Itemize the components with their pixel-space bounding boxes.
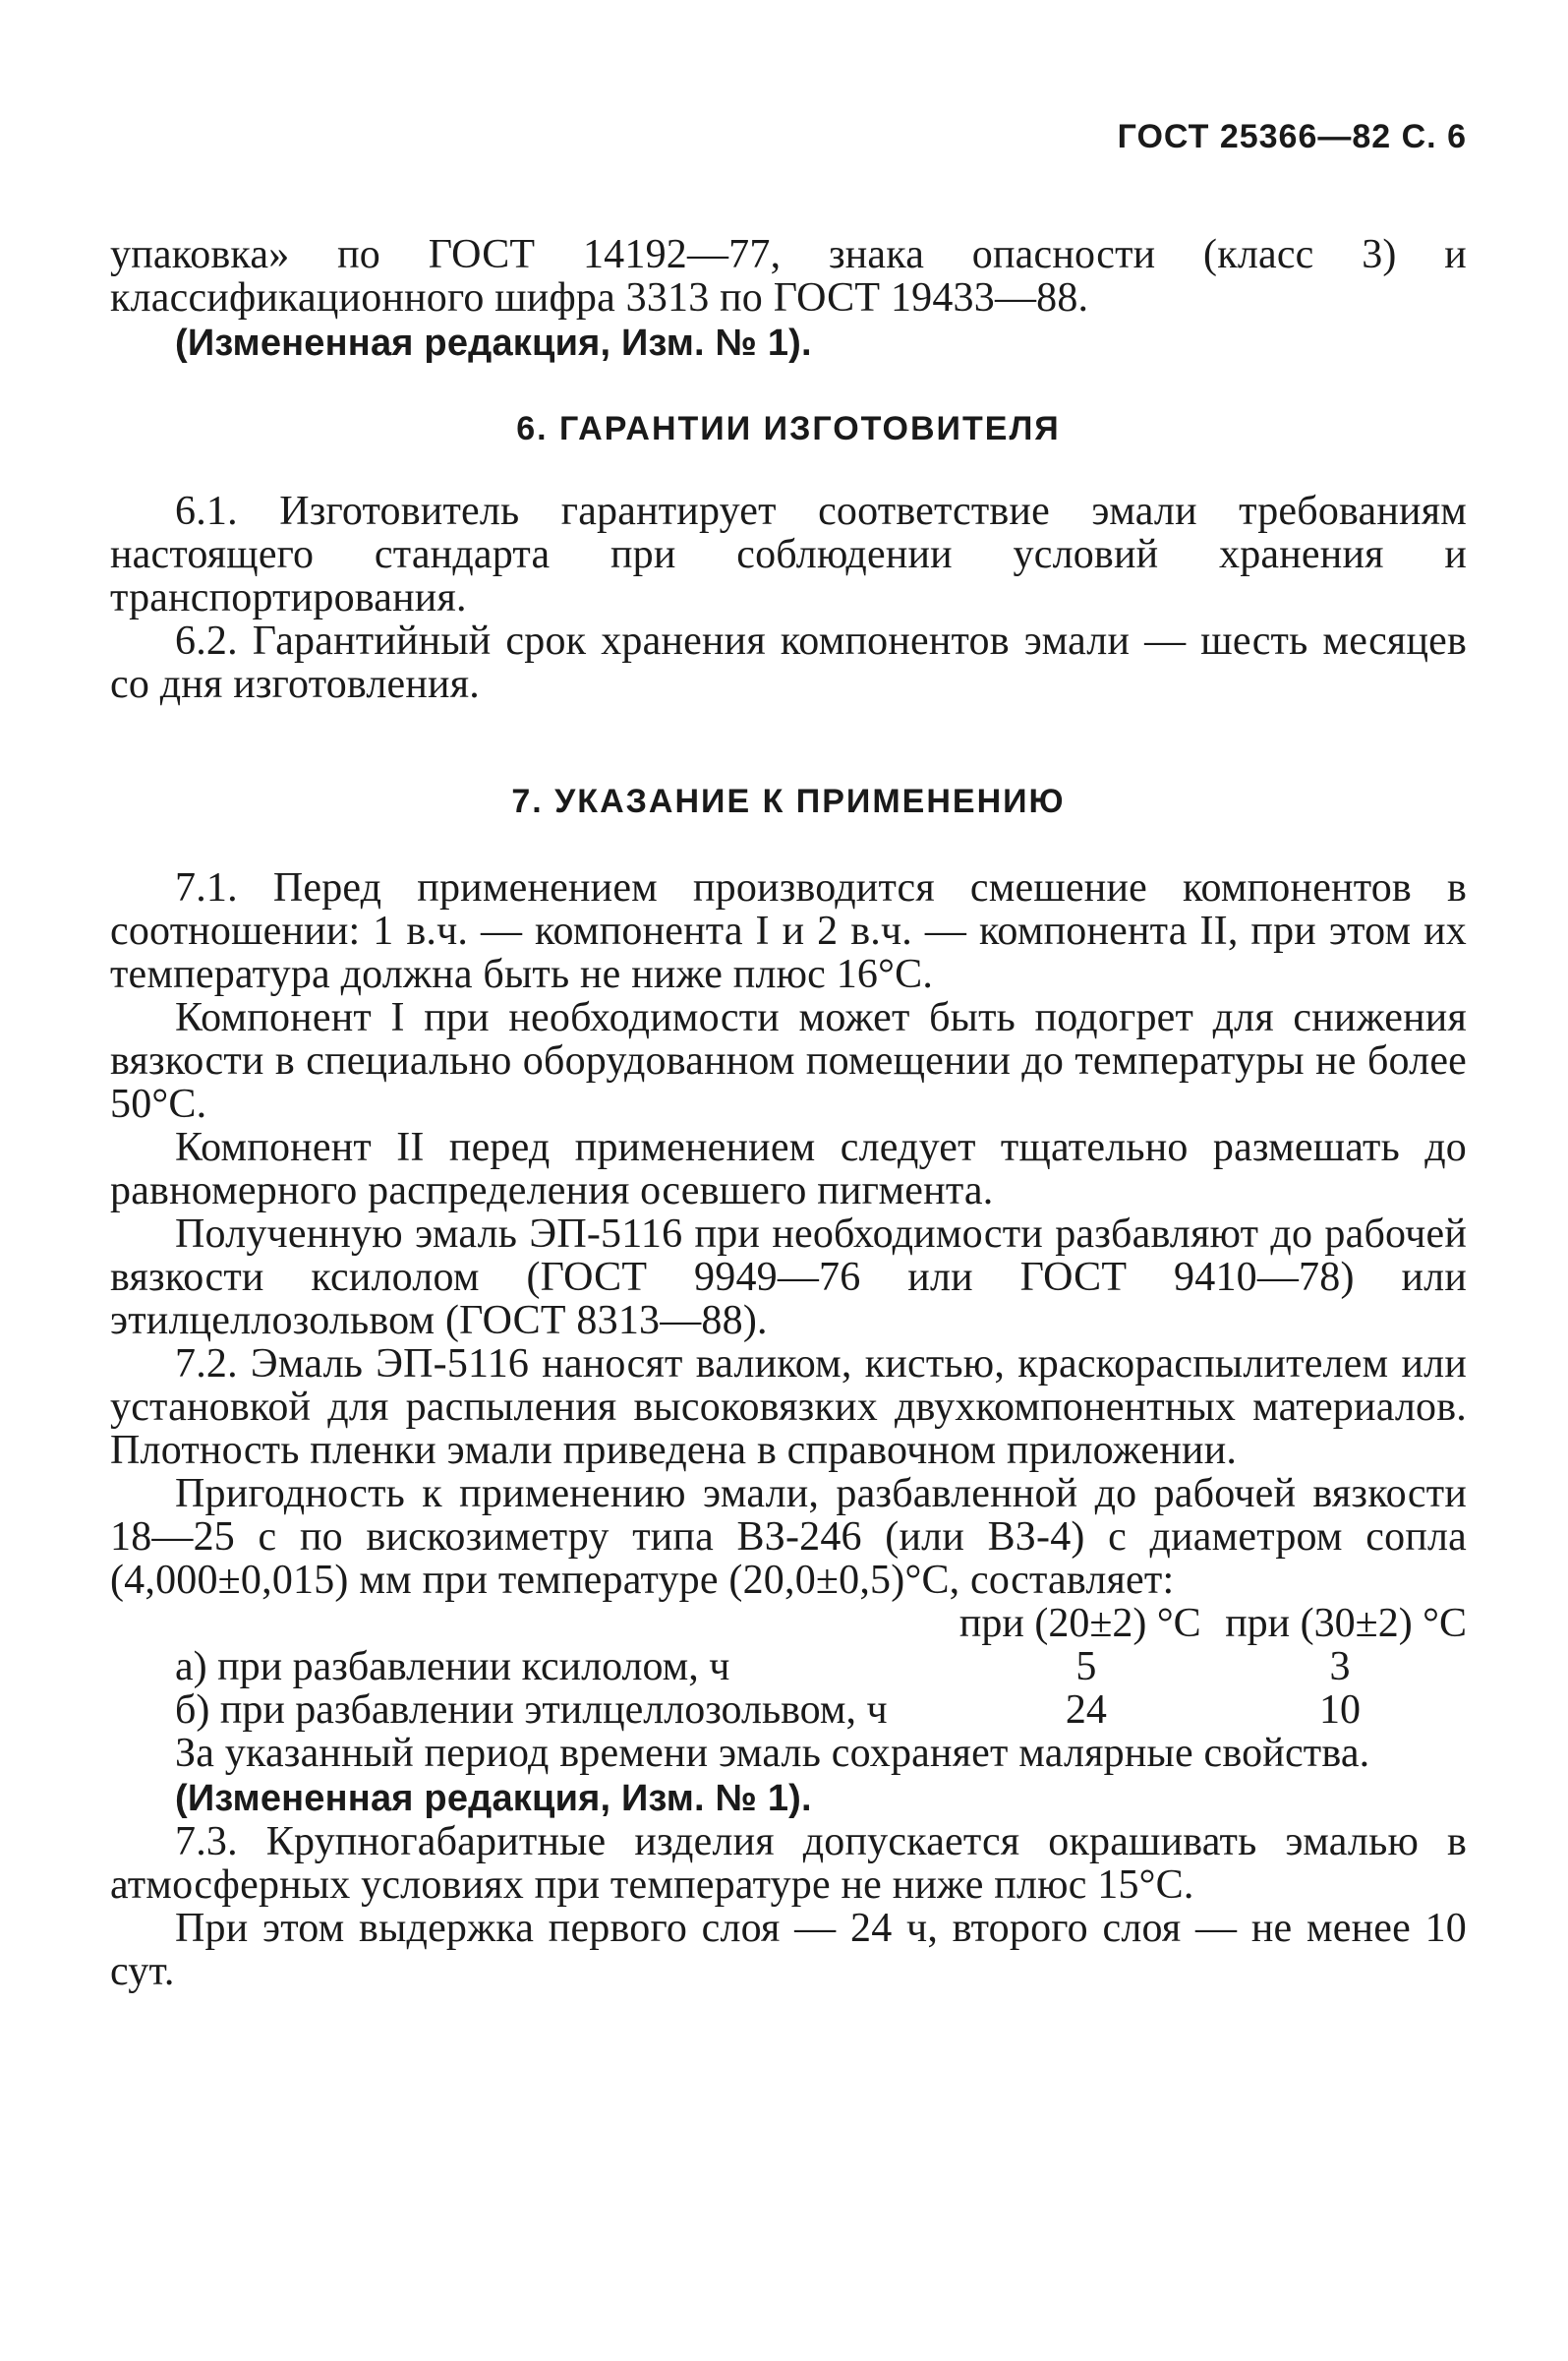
table-col-30: при (30±2) °С [1225, 1601, 1467, 1646]
document-page [110, 118, 1467, 1993]
pot-life-table [110, 1602, 1467, 1732]
table-cell: 3 [1329, 1644, 1351, 1689]
paragraph-7-2-properties: За указанный период времени эмаль сохраняет малярные свойства. [175, 1731, 1370, 1776]
amendment-note: (Измененная редакция, Изм. № 1). [175, 323, 812, 364]
table-row [110, 1688, 1467, 1732]
table-row [110, 1645, 1467, 1688]
paragraph-7-2-pot-life: Пригодность к применению эмали, разбавленной до рабочей вязкости 18—25 с по вискозиметру типа ВЗ-246 (или ВЗ-4) с диаметром сопла (4,000±0,015) мм при температуре (20,0±0,5)°С, составляет: [110, 1471, 1467, 1603]
section-6-title: 6. ГАРАНТИИ ИЗГОТОВИТЕЛЯ [516, 410, 1061, 447]
table-cell: 24 [1065, 1687, 1107, 1733]
paragraph-7-3: 7.3. Крупногабаритные изделия допускается окрашивать эмалью в атмосферных условиях при температуре не ниже плюс 15°С. [110, 1819, 1467, 1908]
paragraph-6-2: 6.2. Гарантийный срок хранения компонентов эмали — шесть месяцев со дня изготовления. [110, 619, 1467, 707]
table-row-label: а) при разбавлении ксилолом, ч [175, 1644, 730, 1689]
paragraph-7-3-drying: При этом выдержка первого слоя — 24 ч, второго слоя — не менее 10 сут. [110, 1906, 1467, 1994]
table-header [959, 1602, 1467, 1645]
table-cell: 5 [1075, 1644, 1097, 1689]
paragraph-6-1: 6.1. Изготовитель гарантирует соответствие эмали требованиям настоящего стандарта при соблюдении условий хранения и транспортирования. [110, 489, 1467, 620]
table-cell: 10 [1318, 1687, 1361, 1733]
paragraph-7-1-thinning: Полученную эмаль ЭП-5116 при необходимости разбавляют до рабочей вязкости ксилолом (ГОСТ 9949—76 или ГОСТ 9410—78) или этилцеллозольвом (ГОСТ 8313—88). [110, 1211, 1467, 1343]
table-header-row [110, 1602, 1467, 1645]
table-col-20: при (20±2) °С [958, 1601, 1201, 1646]
paragraph-7-1-component-1: Компонент I при необходимости может быть подогрет для снижения вязкости в специально оборудованном помещении до температуры не более 50°С. [110, 995, 1467, 1127]
page-header: ГОСТ 25366—82 С. 6 [1117, 118, 1467, 155]
paragraph-7-1: 7.1. Перед применением производится смешение компонентов в соотношении: 1 в.ч. — компонента I и 2 в.ч. — компонента II, при этом их температура должна быть не ниже плюс 16°С. [110, 865, 1467, 997]
paragraph-7-1-component-2: Компонент II перед применением следует тщательно размешать до равномерного распределения осевшего пигмента. [110, 1125, 1467, 1213]
table-row-label: б) при разбавлении этилцеллозольвом, ч [175, 1687, 888, 1733]
section-7-title: 7. УКАЗАНИЕ К ПРИМЕНЕНИЮ [511, 783, 1066, 820]
paragraph-7-2: 7.2. Эмаль ЭП-5116 наносят валиком, кистью, краскораспылителем или установкой для распыления высоковязких двухкомпонентных материалов. Плотность пленки эмали приведена в справочном приложении. [110, 1341, 1467, 1473]
paragraph-marking: упаковка» по ГОСТ 14192—77, знака опасности (класс 3) и классификационного шифра 3313 по ГОСТ 19433—88. [110, 232, 1467, 321]
amendment-note: (Измененная редакция, Изм. № 1). [175, 1778, 812, 1819]
